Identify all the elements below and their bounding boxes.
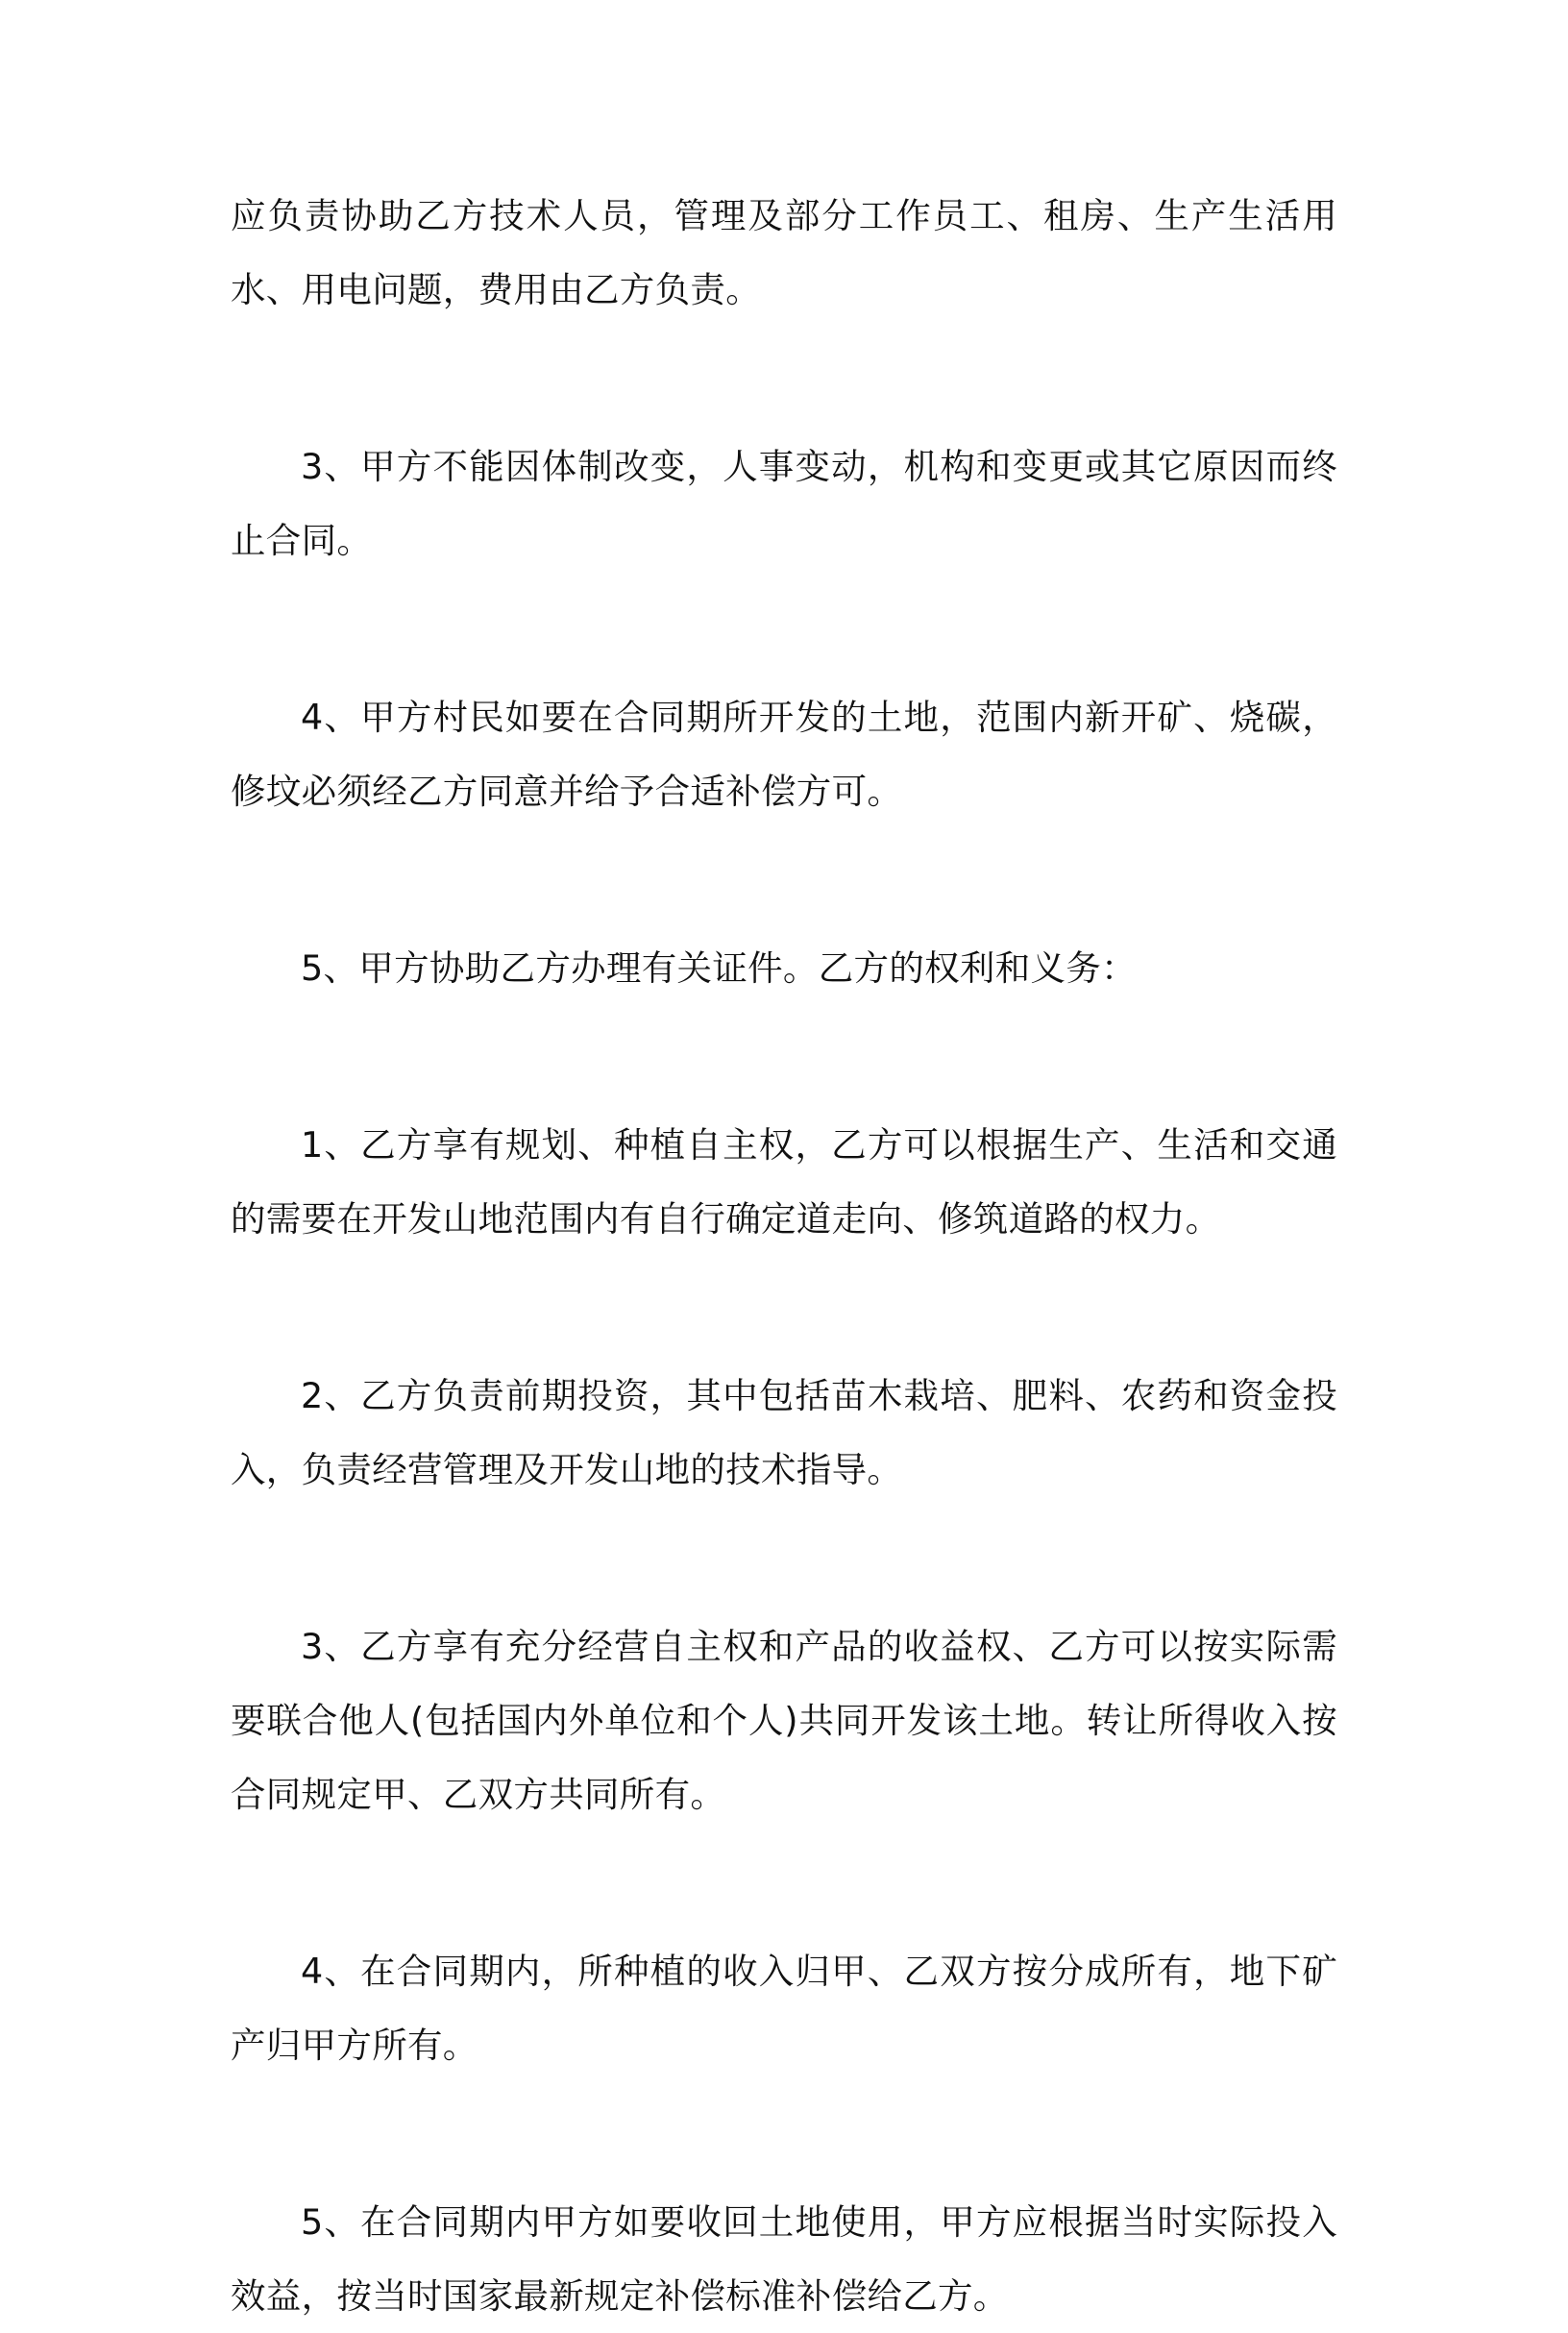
- paragraph-clause-3-party-a: 3、甲方不能因体制改变，人事变动，机构和变更或其它原因而终止合同。: [231, 446, 1337, 561]
- document-body: [231, 179, 1337, 2333]
- paragraph-clause-1-party-b: 1、乙方享有规划、种植自主权，乙方可以根据生产、生活和交通的需要在开发山地范围内有自行确定道走向、修筑道路的权力。: [231, 1124, 1337, 1240]
- paragraph-clause-5-party-a: 5、甲方协助乙方办理有关证件。乙方的权利和义务：: [301, 947, 1137, 989]
- paragraph-continuation: 应负责协助乙方技术人员，管理及部分工作员工、租房、生产生活用水、用电问题，费用由乙方负责。: [231, 195, 1337, 310]
- paragraph-clause-4-party-b: 4、在合同期内，所种植的收入归甲、乙双方按分成所有，地下矿产归甲方所有。: [231, 1951, 1337, 2066]
- paragraph-clause-2-party-b: 2、乙方负责前期投资，其中包括苗木栽培、肥料、农药和资金投入，负责经营管理及开发山地的技术指导。: [231, 1375, 1337, 1490]
- paragraph-clause-3-party-b: 3、乙方享有充分经营自主权和产品的收益权、乙方可以按实际需要联合他人(包括国内外单位和个人)共同开发该土地。转让所得收入按合同规定甲、乙双方共同所有。: [231, 1626, 1337, 1815]
- paragraph-clause-4-party-a: 4、甲方村民如要在合同期所开发的土地，范围内新开矿、烧碳，修坟必须经乙方同意并给予合适补偿方可。: [231, 697, 1337, 812]
- paragraph-clause-5-party-b: 5、在合同期内甲方如要收回土地使用，甲方应根据当时实际投入效益，按当时国家最新规定补偿标准补偿给乙方。: [231, 2201, 1337, 2317]
